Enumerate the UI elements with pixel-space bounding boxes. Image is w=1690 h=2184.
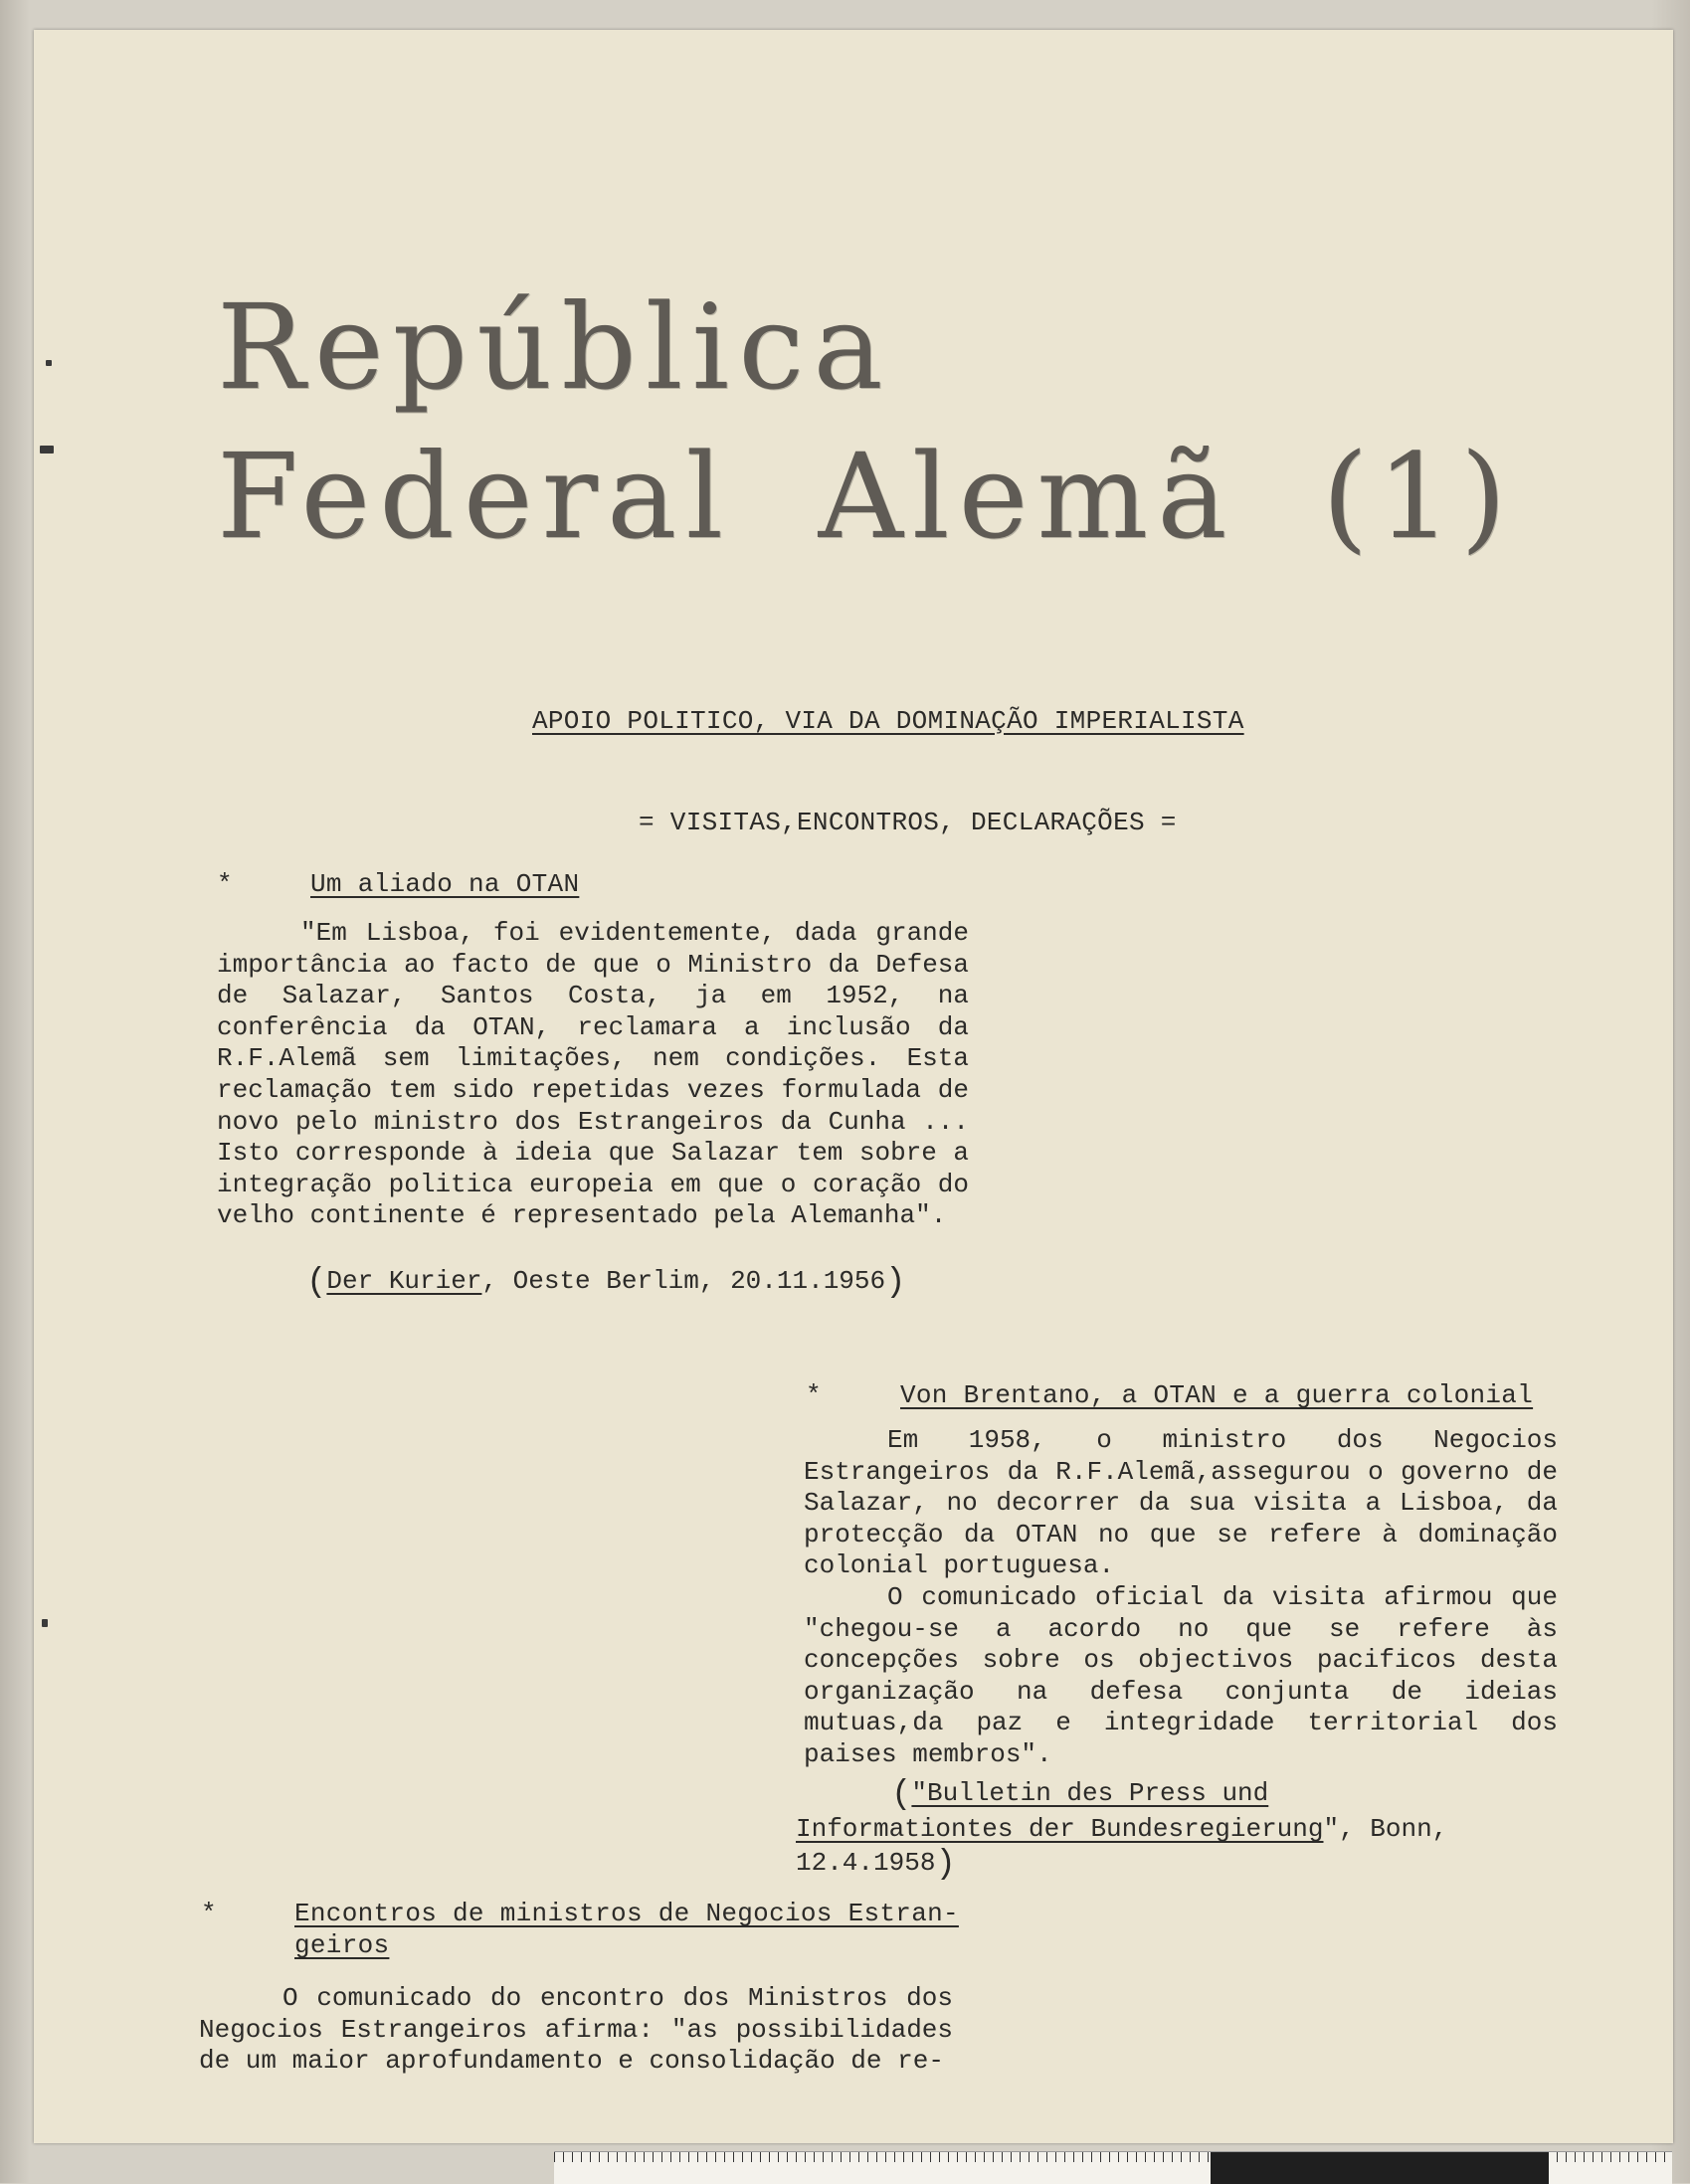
- ruler-dark-segment: [1211, 2152, 1549, 2184]
- scan-mark: [40, 446, 54, 454]
- citation-source: "Bulletin des Press und Informationtes der Bundesregierung: [796, 1778, 1324, 1844]
- section2-paragraph2: O comunicado oficial da visita afirmou que "chegou-se a acordo no que se refere às concepções sobre os objectivos pacificos desta organização na defesa conjunta de ideias mutuas,da paz e integridade territorial dos paises membros".: [804, 1581, 1558, 1769]
- section3-title-line2: geiros: [294, 1930, 390, 1960]
- document-title-line1: República: [217, 278, 892, 416]
- citation-close: ): [885, 1264, 906, 1302]
- sub-heading: = VISITAS,ENCONTROS, DECLARAÇÕES =: [639, 808, 1177, 837]
- section3-title-line1: Encontros de ministros de Negocios Estran-: [294, 1899, 959, 1928]
- section2-text: [804, 1425, 1558, 1771]
- section2-citation: [796, 1776, 1492, 1882]
- scan-mark: [46, 360, 52, 366]
- section3-paragraph: O comunicado do encontro dos Ministros dos Negocios Estrangeiros afirma: "as possibilidades de um maior aprofundamento e consolidação de re-: [199, 1983, 953, 2077]
- document-title-line2: Federal Alemã (1): [217, 428, 1516, 565]
- citation-source: Der Kurier: [326, 1266, 482, 1296]
- section2-title: Von Brentano, a OTAN e a guerra colonial: [900, 1380, 1534, 1410]
- section1-title: Um aliado na OTAN: [310, 869, 580, 899]
- section1-paragraph: "Em Lisboa, foi evidentemente, dada grande importância ao facto de que o Ministro da Defesa de Salazar, Santos Costa, ja em 1952, na conferência da OTAN, reclamara a inclusão da R.F.Alemã sem limitações, nem condições. Esta reclamação tem sido repetidas vezes formulada de novo pelo ministro dos Estrangeiros da Cunha ... Isto corresponde à ideia que Salazar tem sobre a integração politica europeia em que o coração do velho continente é representado pela Alemanha".: [217, 918, 969, 1231]
- citation-open: (: [891, 1776, 912, 1814]
- citation-close: ): [935, 1846, 956, 1884]
- section1-text: [217, 918, 969, 1232]
- citation-rest: , Oeste Berlim, 20.11.1956: [481, 1266, 886, 1296]
- citation-open: (: [306, 1264, 327, 1302]
- bullet-3: *: [201, 1899, 217, 1928]
- section1-citation: [306, 1264, 906, 1302]
- scan-mark: [42, 1619, 48, 1627]
- bullet-2: *: [806, 1380, 822, 1410]
- section2-paragraph1: Em 1958, o ministro dos Negocios Estrangeiros da R.F.Alemã,assegurou o governo de Salazar, no decorrer da sua visita a Lisboa, da protecção da OTAN no que se refere à dominação colonial portuguesa.: [804, 1425, 1558, 1581]
- main-heading: APOIO POLITICO, VIA DA DOMINAÇÃO IMPERIALISTA: [532, 706, 1244, 736]
- section3-text: [199, 1983, 953, 2078]
- bullet-1: *: [217, 869, 233, 899]
- scale-ruler: [554, 2151, 1672, 2184]
- citation-rest: ", Bonn, 12.4.1958: [796, 1814, 1448, 1878]
